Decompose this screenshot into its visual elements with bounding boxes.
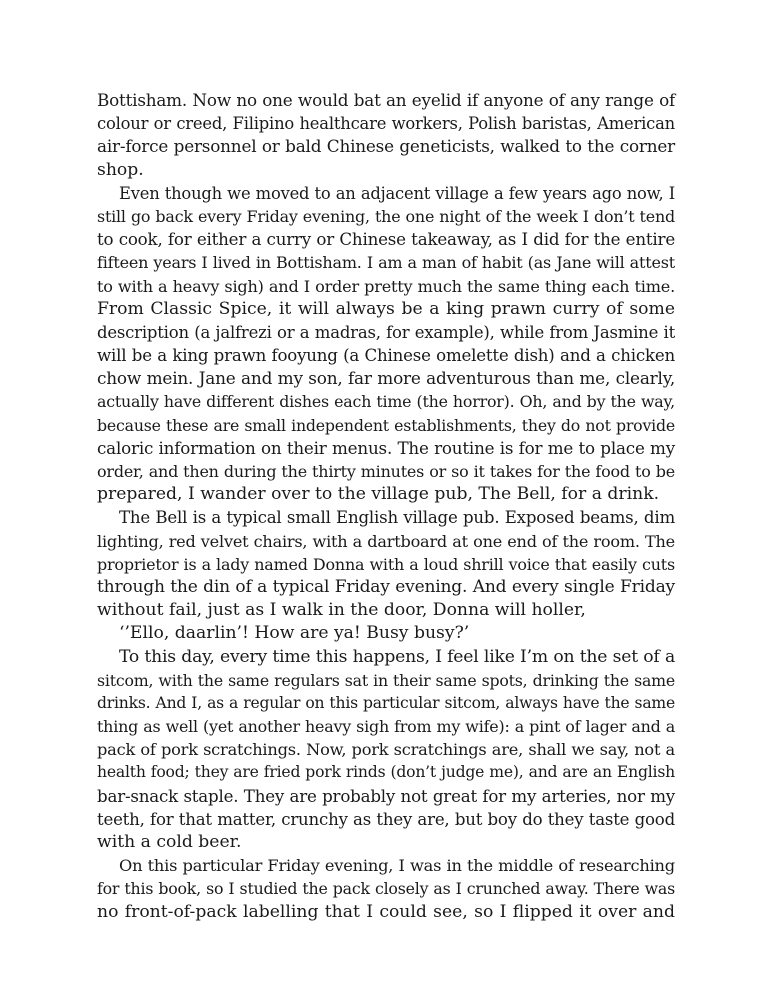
text-line: teeth, for that matter, crunchy as they are, but boy do they taste good	[97, 809, 675, 829]
text-line: because these are small independent establishments, they do not provide	[97, 415, 675, 435]
text-line: still go back every Friday evening, the one night of the week I don’t tend	[97, 206, 675, 226]
text-line: Even though we moved to an adjacent village a few years ago now, I	[119, 183, 675, 203]
text-line: to with a heavy sigh) and I order pretty much the same thing each time.	[97, 276, 675, 296]
text-line: From Classic Spice, it will always be a king prawn curry of some	[97, 298, 675, 319]
text-line: no front-of-pack labelling that I could see, so I flipped it over and	[97, 901, 675, 922]
text-line: to cook, for either a curry or Chinese takeaway, as I did for the entire	[97, 230, 675, 250]
text-line: colour or creed, Filipino healthcare workers, Polish baristas, American	[97, 114, 675, 134]
text-line: actually have different dishes each time (the horror). Oh, and by the way,	[97, 392, 675, 412]
text-line: proprietor is a lady named Donna with a loud shrill voice that easily cuts	[97, 554, 675, 574]
text-line: fifteen years I lived in Bottisham. I am a man of habit (as Jane will attest	[97, 253, 675, 273]
text-line: caloric information on their menus. The routine is for me to place my	[97, 437, 675, 458]
text-line: with a cold beer.	[97, 832, 242, 852]
text-line: bar-snack staple. They are probably not great for my arteries, nor my	[97, 786, 675, 806]
text-line: will be a king prawn fooyung (a Chinese omelette dish) and a chicken	[97, 346, 675, 366]
text-line: for this book, so I studied the pack closely as I crunched away. There was	[97, 879, 675, 899]
text-line: Bottisham. Now no one would bat an eyelid if anyone of any range of	[97, 90, 675, 110]
text-line: shop.	[97, 159, 144, 180]
text-line: lighting, red velvet chairs, with a dartboard at one end of the room. The	[97, 531, 675, 551]
text-line: chow mein. Jane and my son, far more adventurous than me, clearly,	[97, 368, 675, 389]
text-line: On this particular Friday evening, I was in the middle of researching	[119, 856, 675, 876]
text-line: prepared, I wander over to the village pub, The Bell, for a drink.	[97, 484, 660, 505]
text-line: To this day, every time this happens, I feel like I’m on the set of a	[119, 646, 675, 667]
text-line: pack of pork scratchings. Now, pork scratchings are, shall we say, not a	[97, 740, 675, 760]
text-line: ‘’Ello, daarlin’! How are ya! Busy busy?’	[119, 623, 470, 644]
book-page-body	[97, 89, 675, 924]
text-line: thing as well (yet another heavy sigh from my wife): a pint of lager and a	[97, 717, 675, 737]
text-line: description (a jalfrezi or a madras, for example), while from Jasmine it	[97, 322, 675, 342]
text-line: order, and then during the thirty minutes or so it takes for the food to be	[97, 462, 675, 481]
text-line: health food; they are fried pork rinds (don’t judge me), and are an English	[97, 763, 675, 782]
text-line: drinks. And I, as a regular on this particular sitcom, always have the same	[97, 693, 675, 712]
text-line: without fail, just as I walk in the door, Donna will holler,	[97, 600, 586, 621]
text-line: The Bell is a typical small English village pub. Exposed beams, dim	[119, 508, 675, 528]
text-line: through the din of a typical Friday evening. And every single Friday	[97, 576, 675, 597]
text-line: air-force personnel or bald Chinese geneticists, walked to the corner	[97, 136, 675, 157]
text-line: sitcom, with the same regulars sat in their same spots, drinking the same	[97, 670, 675, 690]
